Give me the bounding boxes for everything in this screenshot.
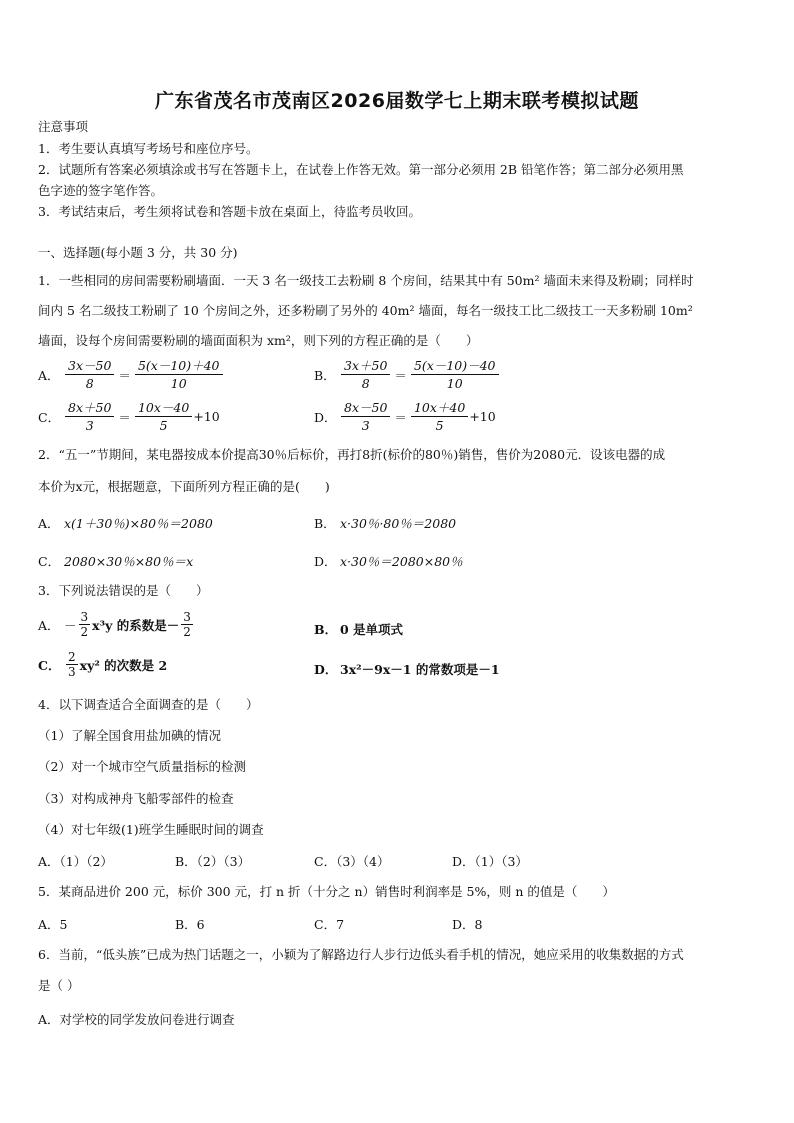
q3-option-b[interactable]: B． 0 是单项式 — [314, 622, 404, 637]
q4-option-b[interactable]: B．（2）（3） — [175, 854, 251, 869]
q1-option-c[interactable]: C． $\frac{8x+50}{3}$ ＝ $\frac{10x-40}{5}$ +10 — [38, 400, 220, 433]
fraction: $\frac{5(x-10)-40}{10}$ — [411, 358, 499, 391]
q3-option-c[interactable]: C． $\frac{2}{3}$ xy² 的次数是 2 — [38, 650, 168, 679]
list-item: （4）对七年级(1)班学生睡眠时间的调查 — [38, 822, 264, 837]
q1-option-d[interactable]: D． $\frac{8x-50}{3}$ ＝ $\frac{10x+40}{5}$ +10 — [314, 400, 496, 433]
question-6-stem: 是（ ） — [38, 978, 80, 993]
question-6-stem: 6．当前，“低头族”已成为热门话题之一，小颖为了解路边行人步行边低头看手机的情况，她应采用的收集数据的方式 — [38, 947, 684, 962]
fraction: $\frac{8x+50}{3}$ — [65, 400, 114, 433]
notice-heading: 注意事项 — [38, 119, 89, 134]
q5-option-b[interactable]: B．6 — [175, 917, 205, 932]
page-title: 广东省茂名市茂南区2026届数学七上期末联考模拟试题 — [155, 90, 639, 112]
notice-item: 1．考生要认真填写考场号和座位序号。 — [38, 141, 259, 156]
q6-option-a[interactable]: A．对学校的同学发放问卷进行调查 — [38, 1012, 235, 1027]
list-item: （1）了解全国食用盐加碘的情况 — [38, 728, 221, 743]
notice-item: 色字迹的签字笔作答。 — [38, 183, 164, 198]
question-3-stem: 3．下列说法错误的是（ ） — [38, 583, 209, 598]
question-1-stem: 墙面，设每个房间需要粉刷的墙面面积为 xm²，则下列的方程正确的是（ ） — [38, 333, 479, 348]
q3-option-a[interactable]: A． － $\frac{3}{2}$ x³y 的系数是－ $\frac{3}{2}$ — [38, 610, 191, 639]
q2-option-b[interactable]: B． x·30％·80％＝2080 — [314, 516, 457, 531]
fraction: $\frac{3}{2}$ — [183, 610, 191, 639]
q5-option-c[interactable]: C．7 — [314, 917, 345, 932]
q1-option-b[interactable]: B． $\frac{3x+50}{8}$ ＝ $\frac{5(x-10)-40}{10}$ — [314, 358, 500, 391]
fraction: $\frac{8x-50}{3}$ — [341, 400, 390, 433]
question-1-stem: 1．一些相同的房间需要粉刷墙面．一天 3 名一级技工去粉刷 8 个房间，结果其中有 50m² 墙面未来得及粉刷；同样时 — [38, 273, 694, 288]
q2-option-a[interactable]: A． x(1＋30％)×80％＝2080 — [38, 516, 213, 531]
section-heading: 一、选择题(每小题 3 分，共 30 分) — [38, 245, 238, 260]
fraction: $\frac{2}{3}$ — [68, 650, 76, 679]
q5-option-a[interactable]: A．5 — [38, 917, 68, 932]
fraction: $\frac{3x-50}{8}$ — [65, 358, 114, 391]
fraction: $\frac{10x+40}{5}$ — [411, 400, 468, 433]
fraction: $\frac{3x+50}{8}$ — [341, 358, 390, 391]
q2-option-c[interactable]: C． 2080×30％×80％＝x — [38, 554, 194, 569]
q2-option-d[interactable]: D． x·30％＝2080×80％ — [314, 554, 463, 569]
question-4-stem: 4．以下调查适合全面调查的是（ ） — [38, 697, 259, 712]
q4-option-c[interactable]: C．（3）（4） — [314, 854, 390, 869]
q4-option-a[interactable]: A．（1）（2） — [38, 854, 113, 869]
question-1-stem: 间内 5 名二级技工粉刷了 10 个房间之外，还多粉刷了另外的 40m² 墙面，每名一级技工比二级技工一天多粉刷 10m² — [38, 303, 693, 318]
fraction: $\frac{5(x-10)+40}{10}$ — [135, 358, 223, 391]
notice-item: 2．试题所有答案必须填涂或书写在答题卡上，在试卷上作答无效。第一部分必须用 2B 铅笔作答；第二部分必须用黑 — [38, 162, 684, 177]
question-2-stem: 本价为x元，根据题意，下面所列方程正确的是( ) — [38, 479, 330, 494]
q1-option-a[interactable]: A． $\frac{3x-50}{8}$ ＝ $\frac{5(x-10)+40}{10}$ — [38, 358, 224, 391]
question-5-stem: 5．某商品进价 200 元，标价 300 元，打 n 折（十分之 n）销售时利润率是 5%，则 n 的值是（ ） — [38, 884, 615, 899]
q4-option-d[interactable]: D．（1）（3） — [452, 854, 528, 869]
fraction: $\frac{3}{2}$ — [80, 610, 89, 639]
q3-option-d[interactable]: D． 3x²－9x－1 的常数项是－1 — [314, 662, 500, 677]
notice-item: 3．考试结束后，考生须将试卷和答题卡放在桌面上，待监考员收回。 — [38, 204, 421, 219]
list-item: （3）对构成神舟飞船零部件的检查 — [38, 791, 234, 806]
fraction: $\frac{10x-40}{5}$ — [135, 400, 192, 433]
q5-option-d[interactable]: D．8 — [452, 917, 483, 932]
list-item: （2）对一个城市空气质量指标的检测 — [38, 759, 246, 774]
question-2-stem: 2．“五一”节期间，某电器按成本价提高30％后标价，再打8折(标价的80％)销售，售价为2080元．设该电器的成 — [38, 447, 666, 462]
